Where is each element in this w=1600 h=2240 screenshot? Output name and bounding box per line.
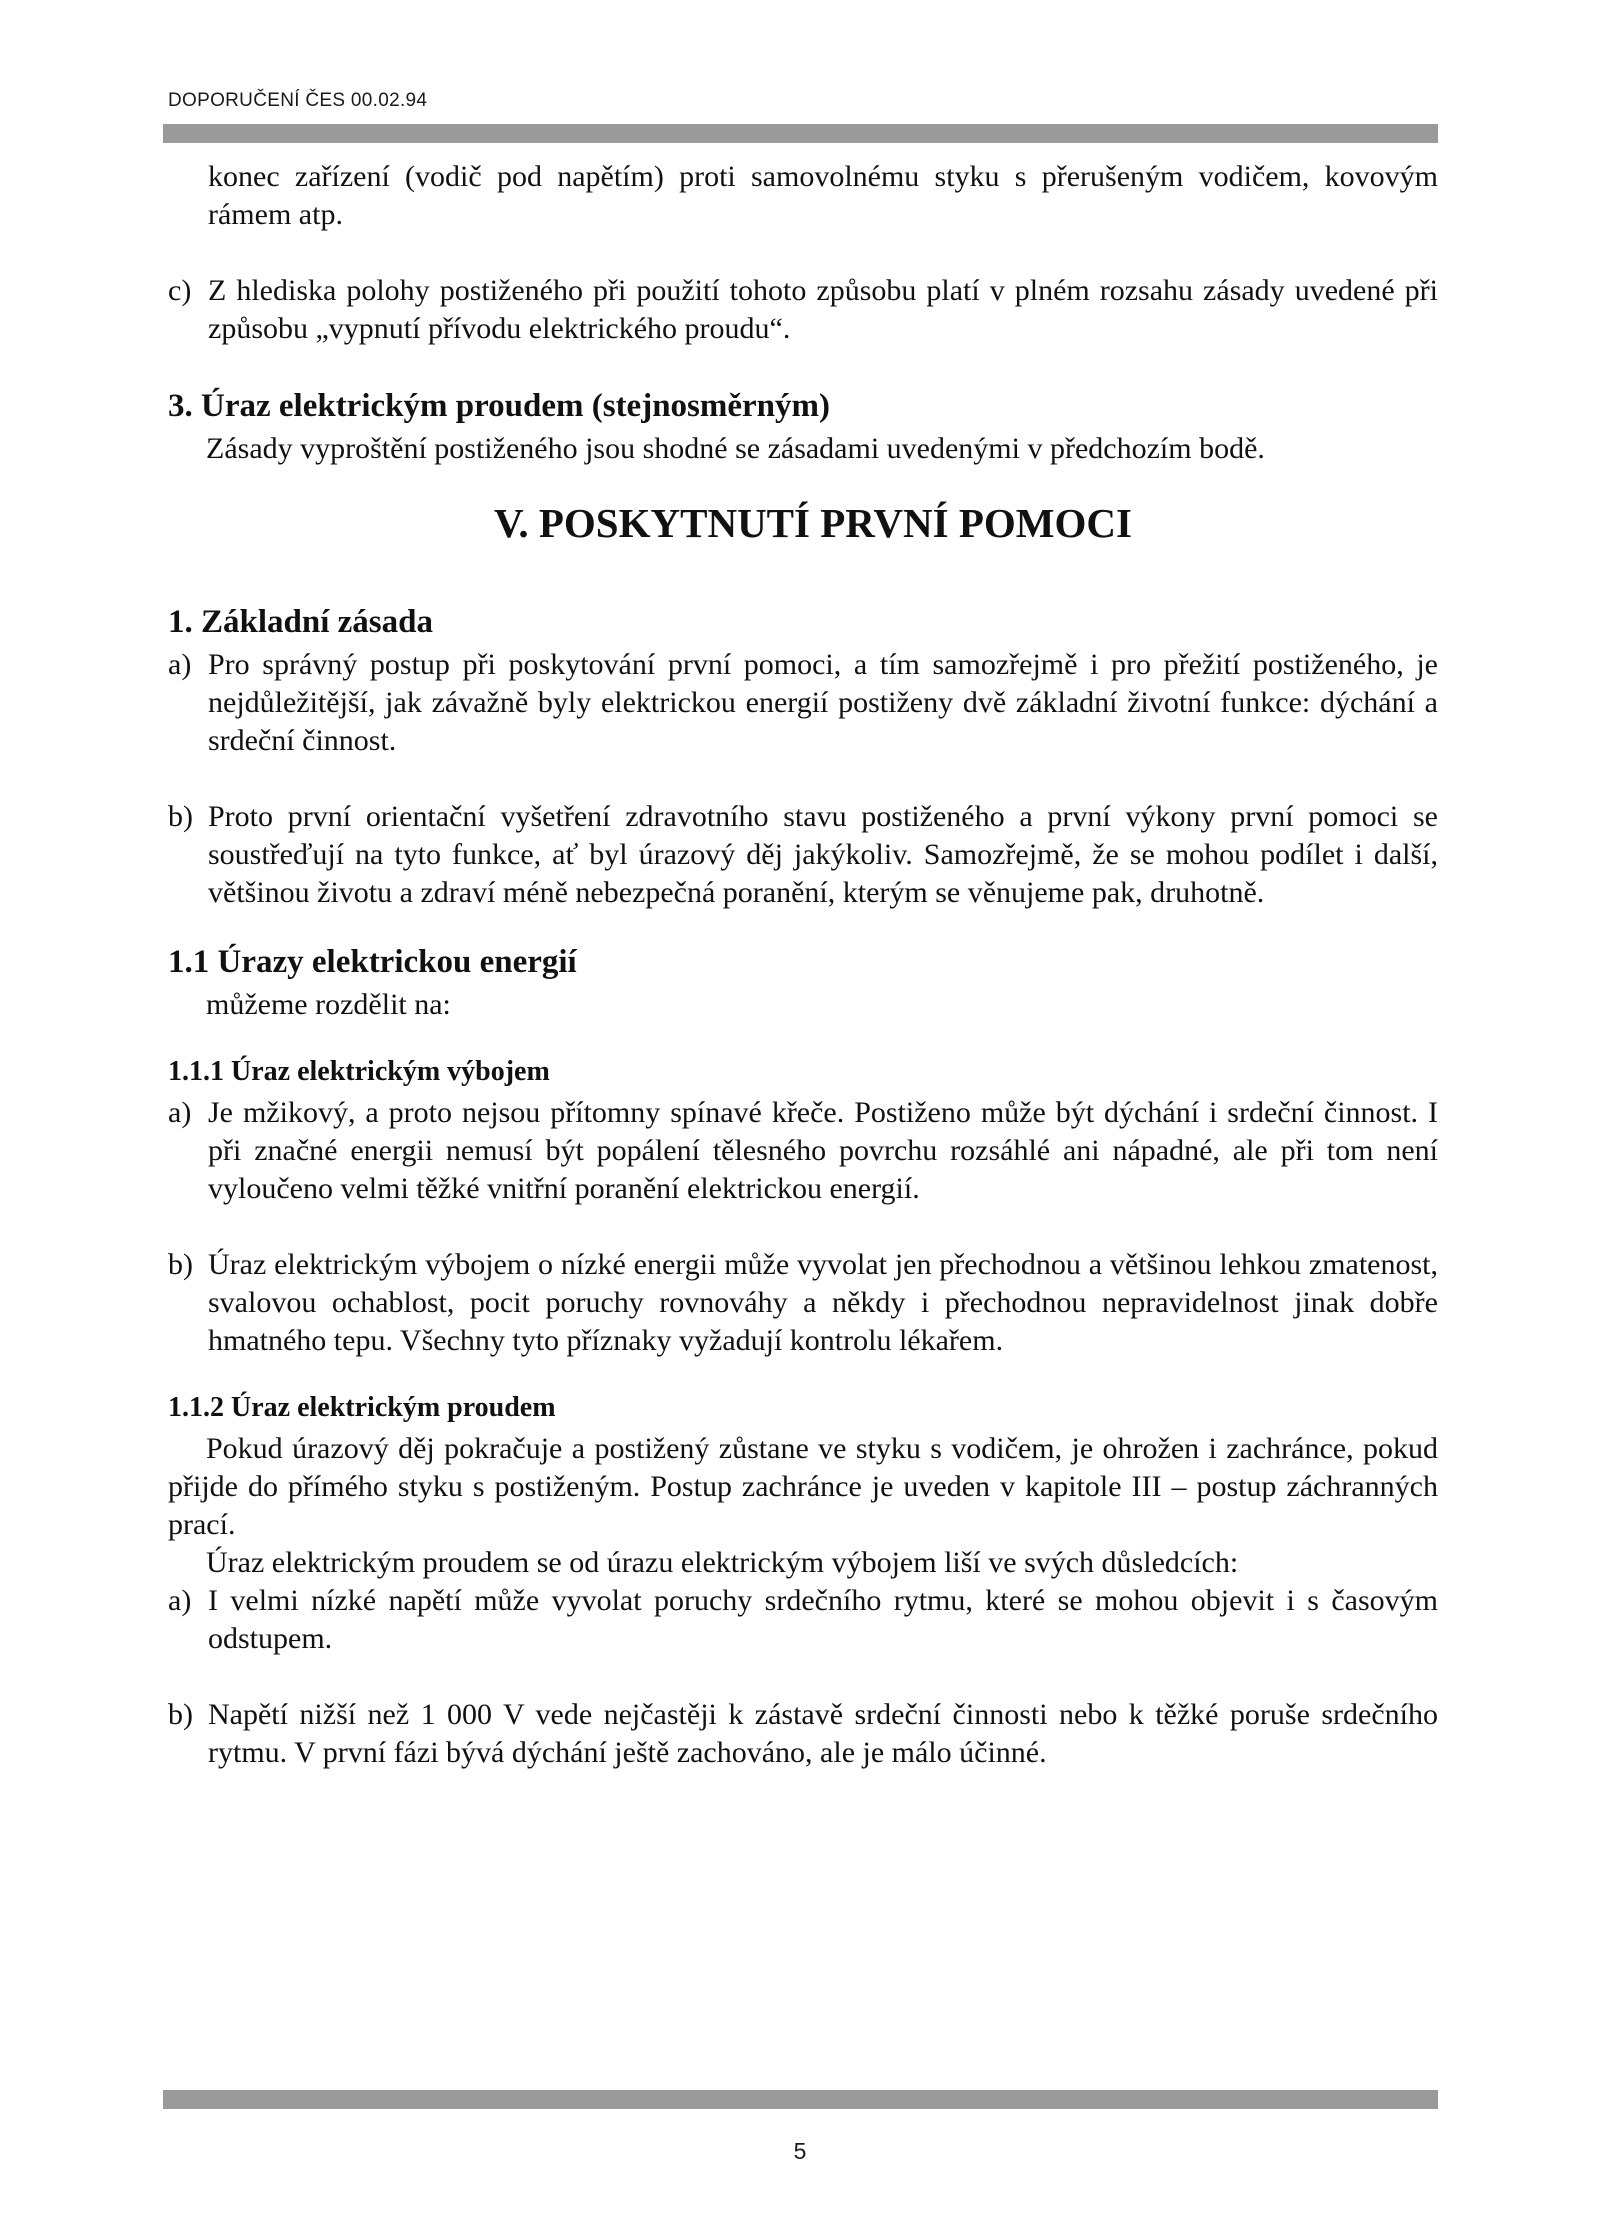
paragraph-urazovy-dej: Pokud úrazový děj pokračuje a postižený zůstane ve styku s vodičem, je ohrožen i zachránce, pokud přijde do přímého styku s postiženým. Postup zachránce je uveden v kapitole III – postup záchranných prací. <box>168 1432 1438 1541</box>
footer-rule <box>163 2090 1438 2109</box>
list-label: c) <box>168 274 192 307</box>
list-item-111a <box>168 1094 1438 1208</box>
page-number: 5 <box>793 2138 807 2164</box>
running-header: DOPORUČENÍ ČES 00.02.94 <box>168 90 428 111</box>
list-text: I velmi nízké napětí může vyvolat poruchy srdečního rytmu, které se mohou objevit i s časovým odstupem. <box>208 1584 1438 1655</box>
list-text: Je mžikový, a proto nejsou přítomny spínavé křeče. Postiženo může být dýchání i srdeční činnost. I při značné energii nemusí být popálení tělesného povrchu rozsáhlé ani nápadné, ale při tom není vyloučeno velmi těžké vnitřní poranění elektrickou energií. <box>208 1096 1438 1205</box>
list-label: a) <box>168 1096 192 1129</box>
list-label: a) <box>168 648 192 681</box>
list-text: Úraz elektrickým výbojem o nízké energii může vyvolat jen přechodnou a většinou lehkou zmatenost, svalovou ochablost, pocit poruchy rovnováhy a někdy i přechodnou nepravidelnost jinak dobře hmatného tepu. Všechny tyto příznaky vyžadují kontrolu lékařem. <box>208 1248 1438 1357</box>
paragraph-zasady: Zásady vyproštění postiženého jsou shodné se zásadami uvedenými v předchozím bodě. <box>206 432 1265 465</box>
list-label: a) <box>168 1584 192 1617</box>
list-label: b) <box>168 800 193 833</box>
heading-1-zakladni-zasada: 1. Základní zásada <box>168 604 433 640</box>
page-content <box>168 158 1438 1772</box>
header-rule <box>163 124 1438 143</box>
chapter-title: V. POSKYTNUTÍ PRVNÍ POMOCI <box>494 500 1132 546</box>
heading-1-1-1-vyboj: 1.1.1 Úraz elektrickým výbojem <box>168 1056 550 1087</box>
list-text: Pro správný postup při poskytování první pomoci, a tím samozřejmě i pro přežití postiženého, je nejdůležitější, jak závažně byly elektrickou energií postiženy dvě základní životní funkce: dýchání a srdeční činnost. <box>208 648 1438 757</box>
heading-1-1-urazy: 1.1 Úrazy elektrickou energií <box>168 944 577 980</box>
paragraph-text: konec zařízení (vodič pod napětím) proti samovolnému styku s přerušeným vodičem, kovovým rámem atp. <box>208 160 1438 231</box>
paragraph-dusledky: Úraz elektrickým proudem se od úrazu elektrickým výbojem liší ve svých důsledcích: <box>206 1546 1239 1579</box>
heading-1-1-2-proud: 1.1.2 Úraz elektrickým proudem <box>168 1392 556 1423</box>
list-item-1b <box>168 798 1438 912</box>
heading-3-uraz-stejnosmerny: 3. Úraz elektrickým proudem (stejnosměrným) <box>168 388 830 424</box>
list-item-b-continuation <box>168 158 1438 234</box>
list-label: b) <box>168 1248 193 1281</box>
list-item-111b <box>168 1246 1438 1360</box>
list-item-112b <box>168 1696 1438 1772</box>
list-text: Proto první orientační vyšetření zdravotního stavu postiženého a první výkony první pomoci se soustřeďují na tyto funkce, ať byl úrazový děj jakýkoliv. Samozřejmě, že se mohou podílet i další, většinou životu a zdraví méně nebezpečná poranění, kterým se věnujeme pak, druhotně. <box>208 800 1438 909</box>
list-item-1a <box>168 646 1438 760</box>
list-label: b) <box>168 1698 193 1731</box>
paragraph-rozdelit: můžeme rozdělit na: <box>206 988 451 1021</box>
list-text: Z hlediska polohy postiženého při použití tohoto způsobu platí v plném rozsahu zásady uvedené při způsobu „vypnutí přívodu elektrického proudu“. <box>208 274 1438 345</box>
list-text: Napětí nižší než 1 000 V vede nejčastěji k zástavě srdeční činnosti nebo k těžké poruše srdečního rytmu. V první fázi bývá dýchání ještě zachováno, ale je málo účinné. <box>208 1698 1438 1769</box>
list-item-112a <box>168 1582 1438 1658</box>
list-item-c <box>168 272 1438 348</box>
